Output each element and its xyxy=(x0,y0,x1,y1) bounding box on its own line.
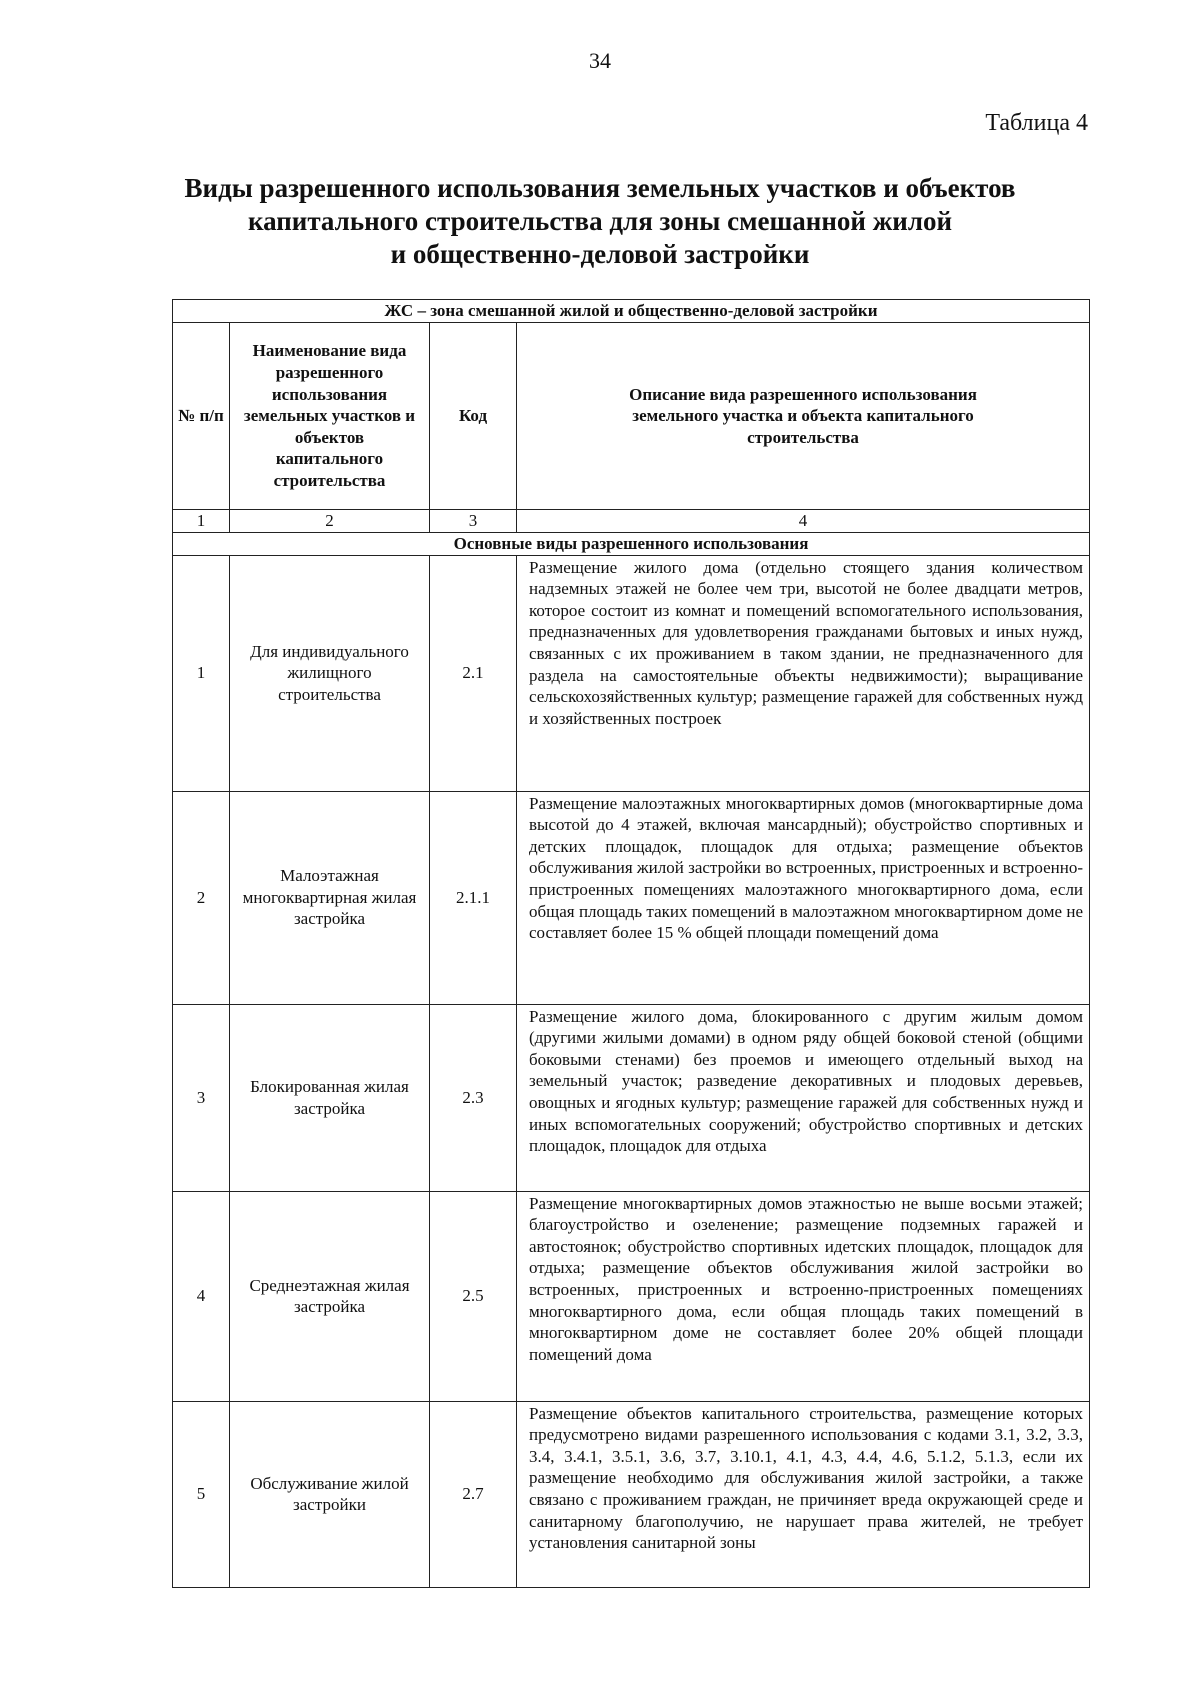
page-number: 34 xyxy=(589,48,611,73)
title-line: и общественно-деловой застройки xyxy=(390,239,810,269)
column-number: 4 xyxy=(517,510,1090,533)
use-name: Малоэтажная многоквартирная жилая застройка xyxy=(230,791,430,1004)
document-title xyxy=(140,172,1060,271)
use-description: Размещение жилого дома (отдельно стоящего здания количеством надземных этажей не более чем три, высотой не более двадцати метров, которое состоит из комнат и помещений вспомогательного использования, предназначенных для удовлетворения гражданами бытовых и иных нужд, связанных с их проживанием в таком здании, не предназначенного для раздела на самостоятельные объекты недвижимости); выращивание сельскохозяйственных культур; размещение гаражей для собственных нужд и хозяйственных построек xyxy=(517,555,1090,791)
use-name: Для индивидуального жилищного строительства xyxy=(230,555,430,791)
use-description: Размещение жилого дома, блокированного с другим жилым домом (другими жилыми домами) в одном ряду общей боковой стеной (общими боковыми стенами) без проемов и имеющего отдельный выход на земельный участок; разведение декоративных и плодовых деревьев, овощных и ягодных культур; размещение гаражей для собственных нужд и иных вспомогательных сооружений; обустройство спортивных и детских площадок, площадок для отдыха xyxy=(517,1004,1090,1191)
use-code: 2.1.1 xyxy=(430,791,517,1004)
column-number: 2 xyxy=(230,510,430,533)
section-title: Основные виды разрешенного использования xyxy=(173,532,1090,555)
row-number: 5 xyxy=(173,1401,230,1587)
land-use-table xyxy=(172,299,1090,1588)
use-code: 2.7 xyxy=(430,1401,517,1587)
use-description: Размещение объектов капитального строительства, размещение которых предусмотрено видами разрешенного использования с кодами 3.1, 3.2, 3.3, 3.4, 3.4.1, 3.5.1, 3.6, 3.7, 3.10.1, 4.1, 4.3, 4.4, 4.6, 5.1.2, 5.1.3, если их размещение необходимо для обслуживания жилой застройки, а также связано с проживанием граждан, не причиняет вреда окружающей среде и санитарному благополучию, не нарушает права жителей, не требует установления санитарной зоны xyxy=(517,1401,1090,1587)
column-number: 1 xyxy=(173,510,230,533)
use-code: 2.1 xyxy=(430,555,517,791)
table-row xyxy=(173,1401,1090,1587)
table-row xyxy=(173,555,1090,791)
table-label: Таблица 4 xyxy=(985,110,1088,136)
header-name: Наименование вида разрешенного использования земельных участков и объектов капитального строительства xyxy=(230,323,430,510)
title-line: Виды разрешенного использования земельных участков и объектов xyxy=(184,173,1016,203)
use-name: Среднеэтажная жилая застройка xyxy=(230,1191,430,1401)
row-number: 3 xyxy=(173,1004,230,1191)
row-number: 2 xyxy=(173,791,230,1004)
title-line: капитального строительства для зоны смешанной жилой xyxy=(247,206,953,236)
column-header-row xyxy=(173,323,1090,510)
header-code: Код xyxy=(430,323,517,510)
column-number-row xyxy=(173,510,1090,533)
header-number: № п/п xyxy=(173,323,230,510)
zone-header-row xyxy=(173,300,1090,323)
use-description: Размещение многоквартирных домов этажностью не выше восьми этажей; благоустройство и озеленение; размещение подземных гаражей и автостоянок; обустройство спортивных идетских площадок, площадок для отдыха; размещение объектов обслуживания жилой застройки во встроенных, пристроенных и встроенно-пристроенных помещениях многоквартирного дома, если общая площадь таких помещений в многоквартирном доме не составляет более 20% общей площади помещений дома xyxy=(517,1191,1090,1401)
table-row xyxy=(173,1004,1090,1191)
row-number: 4 xyxy=(173,1191,230,1401)
row-number: 1 xyxy=(173,555,230,791)
section-header-row xyxy=(173,532,1090,555)
header-description: Описание вида разрешенного использования земельного участка и объекта капитального строительства xyxy=(517,323,1090,510)
use-name: Блокированная жилая застройка xyxy=(230,1004,430,1191)
table-row xyxy=(173,791,1090,1004)
use-code: 2.5 xyxy=(430,1191,517,1401)
column-number: 3 xyxy=(430,510,517,533)
zone-header: ЖС – зона смешанной жилой и общественно-деловой застройки xyxy=(173,300,1090,323)
use-description: Размещение малоэтажных многоквартирных домов (многоквартирные дома высотой до 4 этажей, включая мансардный); обустройство спортивных и детских площадок, площадок для отдыха; размещение объектов обслуживания жилой застройки во встроенных, пристроенных и встроенно-пристроенных помещениях малоэтажного многоквартирного дома, если общая площадь таких помещений в малоэтажном многоквартирном доме не составляет более 15 % общей площади помещений дома xyxy=(517,791,1090,1004)
use-name: Обслуживание жилой застройки xyxy=(230,1401,430,1587)
table-row xyxy=(173,1191,1090,1401)
use-code: 2.3 xyxy=(430,1004,517,1191)
